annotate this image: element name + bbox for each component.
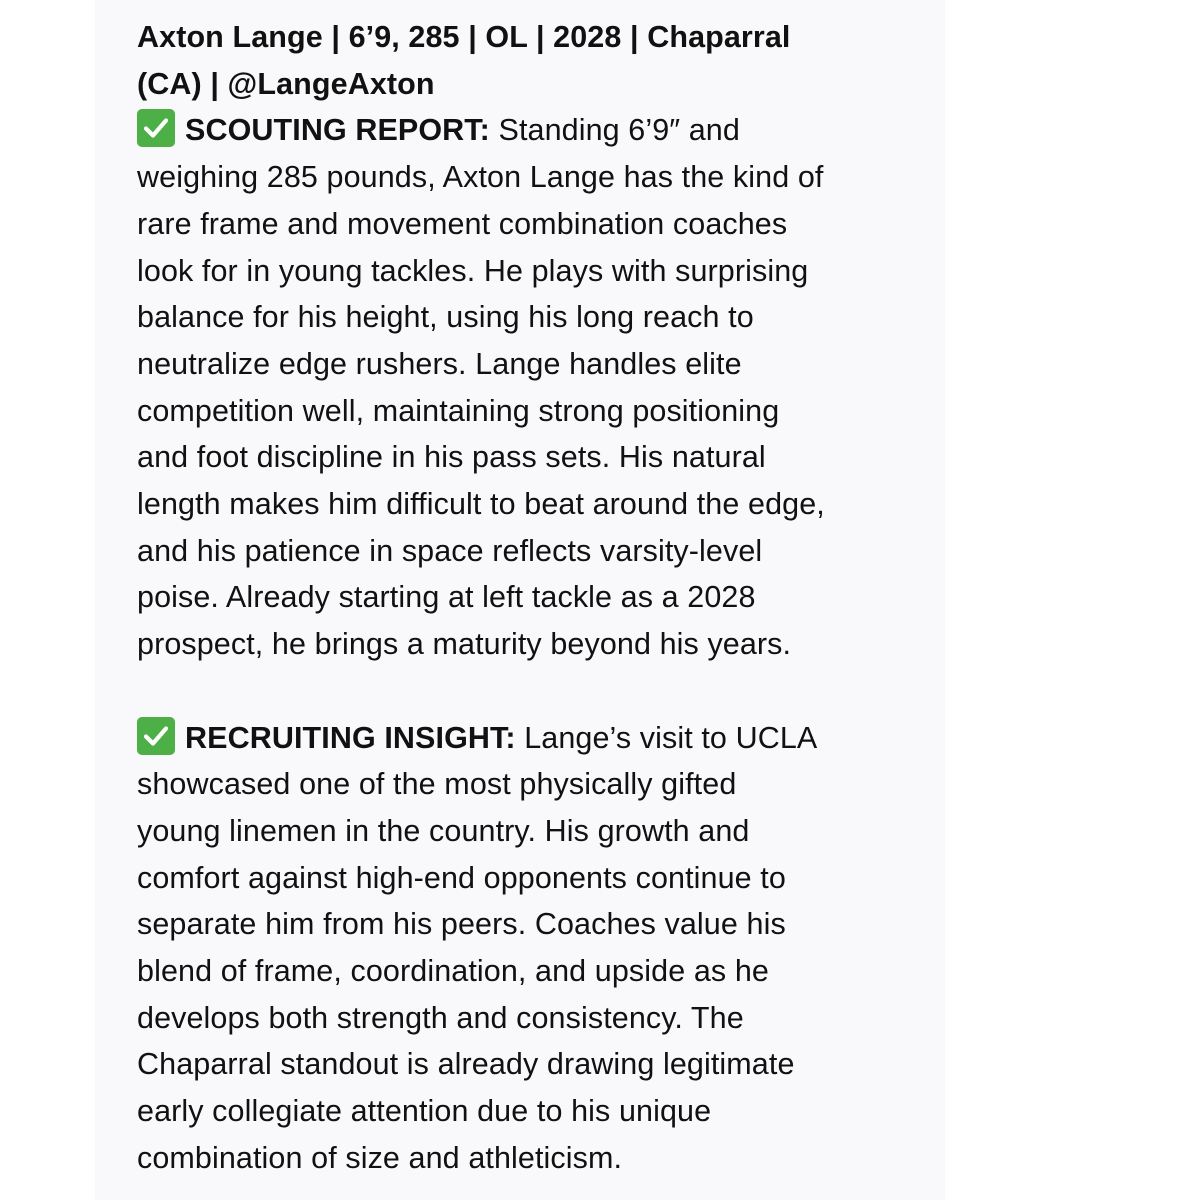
scouting-report-label: SCOUTING REPORT: — [185, 113, 490, 148]
paragraph-spacer — [137, 668, 927, 715]
recruiting-text-line: Chaparral standout is already drawing legitimate — [137, 1047, 795, 1082]
scouting-report-section — [137, 107, 927, 667]
check-mark-button-icon — [137, 109, 175, 147]
header-line-1: Axton Lange | 6’9, 285 | OL | 2028 | Chaparral — [137, 20, 791, 54]
scouting-text-line: rare frame and movement combination coaches — [137, 206, 788, 241]
scouting-text-line: length makes him difficult to beat around the edge, — [137, 487, 825, 522]
scouting-line-first — [137, 107, 927, 154]
recruiting-text-line: early collegiate attention due to his unique — [137, 1094, 712, 1129]
recruiting-line-first — [137, 715, 927, 762]
recruiting-insight-label: RECRUITING INSIGHT: — [185, 720, 516, 755]
scouting-text-line: and his patience in space reflects varsity-level — [137, 533, 763, 568]
header-line-2: (CA) | @LangeAxton — [137, 66, 435, 101]
scouting-text-line: Standing 6’9″ and — [489, 113, 740, 148]
recruiting-text-line: blend of frame, coordination, and upside as he — [137, 954, 769, 989]
scouting-text-line: look for in young tackles. He plays with surprising — [137, 253, 809, 288]
scouting-text-line: weighing 285 pounds, Axton Lange has the kind of — [137, 160, 824, 195]
scouting-text-line: poise. Already starting at left tackle as a 2028 — [137, 580, 756, 615]
recruiting-text-line: combination of size and athleticism. — [137, 1140, 623, 1175]
scouting-text-line: competition well, maintaining strong positioning — [137, 393, 780, 428]
check-mark-button-icon — [137, 717, 175, 755]
recruiting-text-line: young linemen in the country. His growth and — [137, 813, 750, 848]
recruiting-text-line: separate him from his peers. Coaches value his — [137, 907, 786, 942]
post-content — [137, 14, 927, 1182]
recruiting-text-line: comfort against high-end opponents continue to — [137, 860, 786, 895]
recruiting-text-line: showcased one of the most physically gifted — [137, 767, 737, 802]
recruiting-insight-section — [137, 715, 927, 1182]
player-header — [137, 14, 927, 107]
recruiting-text-line: develops both strength and consistency. The — [137, 1000, 744, 1035]
scouting-text-line: and foot discipline in his pass sets. His natural — [137, 440, 766, 475]
scouting-text-line: neutralize edge rushers. Lange handles elite — [137, 346, 742, 381]
recruiting-text-line: Lange’s visit to UCLA — [515, 720, 818, 755]
scouting-text-line: balance for his height, using his long reach to — [137, 300, 754, 335]
scouting-text-line: prospect, he brings a maturity beyond his years. — [137, 627, 792, 662]
